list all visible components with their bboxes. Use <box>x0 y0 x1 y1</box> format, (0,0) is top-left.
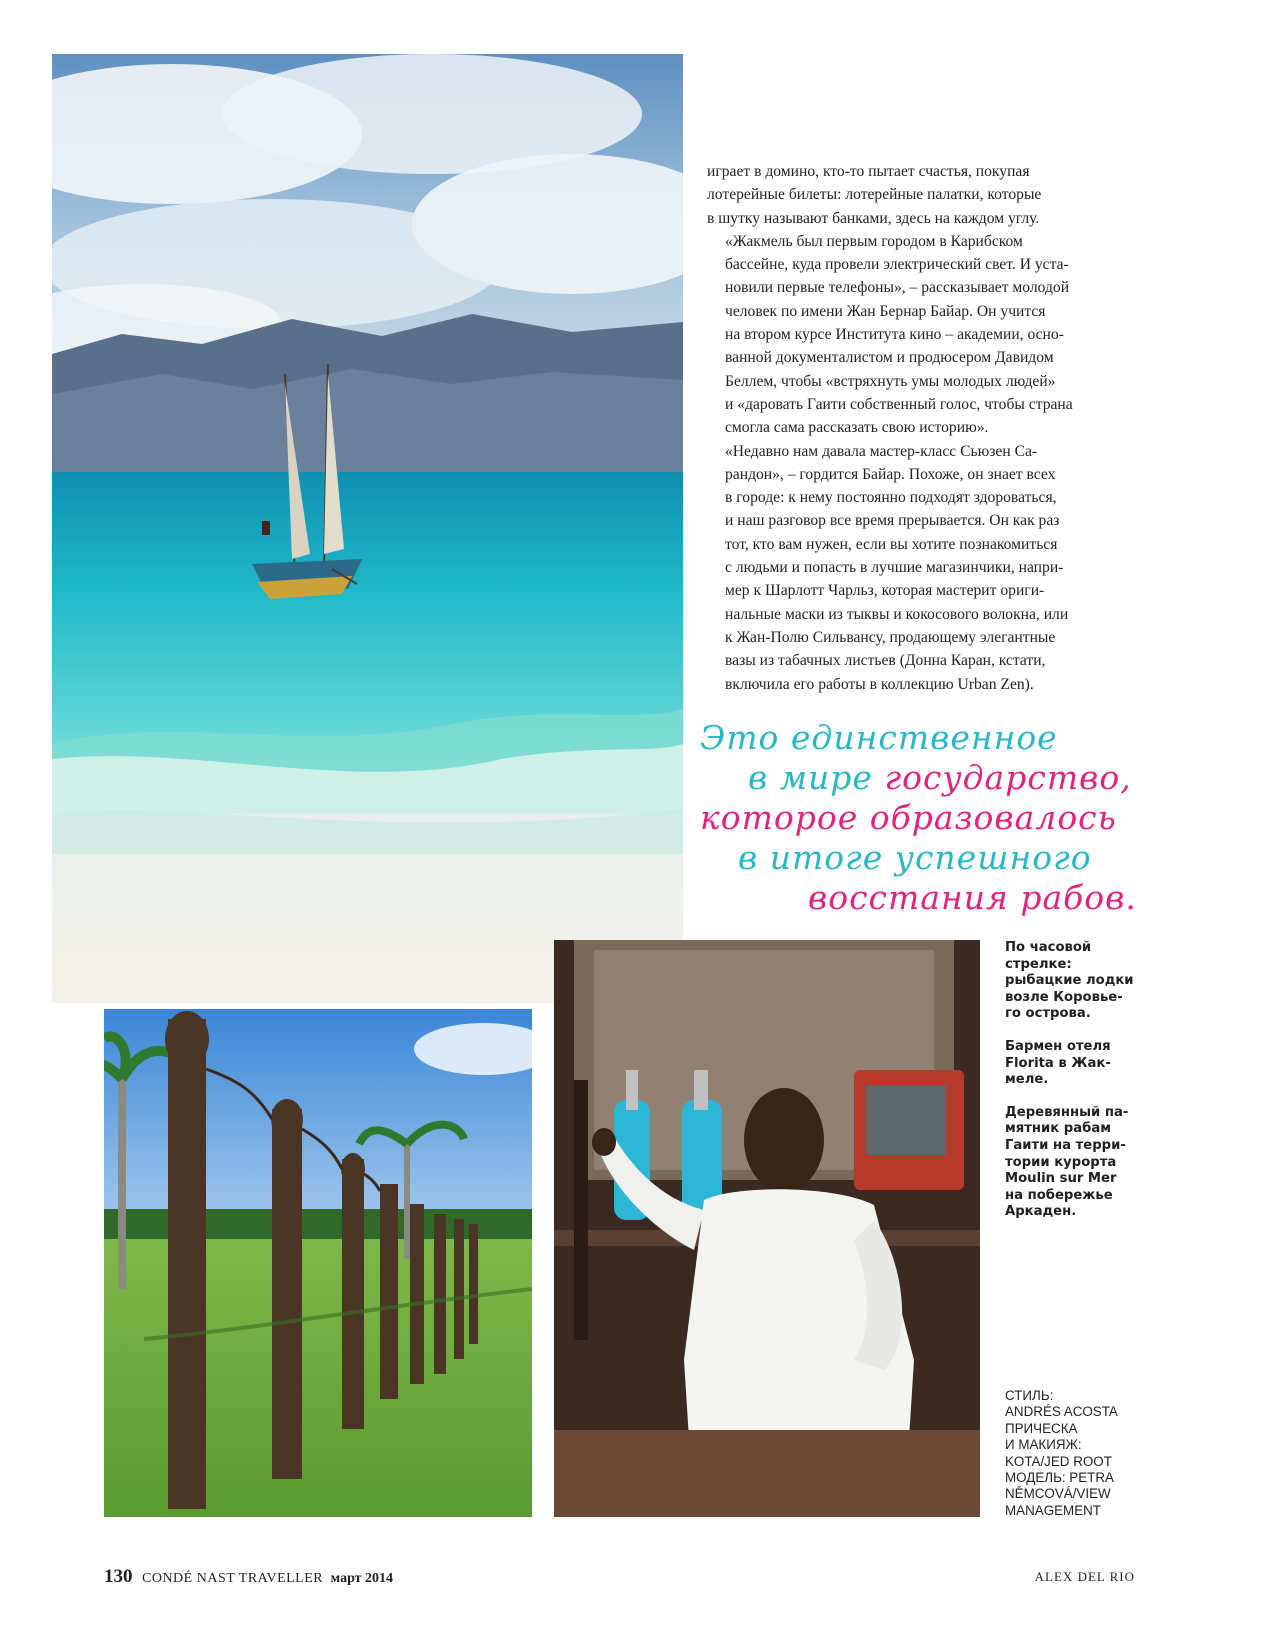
article-body <box>707 160 1134 696</box>
sailboat-photo <box>52 54 683 1003</box>
style-credits: СТИЛЬ: ANDRÉS ACOSTA ПРИЧЕСКА И МАКИЯЖ: KOTA/JED ROOT МОДЕЛЬ: PETRA NĚMCOVÁ/VIEW MANAGEMENT <box>1005 1388 1118 1518</box>
page-footer <box>104 1566 393 1588</box>
paragraph-3: «Недавно нам давала мастер-класс Сьюзен Са- рандон», – гордится Байар. Похоже, он знает всех в городе: к нему постоянно подходят здороваться, и наш разговор все время прерывается. Он как раз тот, кто вам нужен, если вы хотите познакомиться с людьми и попасть в лучшие магазинчики, напри- мер к Шарлотт Чарльз, которая мастерит ориги- нальные маски из тыквы и кокосового волокна, или к Жан-Полю Сильвансу, продающему элегантные вазы из табачных листьев (Донна Каран, кстати, включила его работы в коллекцию Urban Zen). <box>725 442 1069 693</box>
caption-3: Деревянный па- мятник рабам Гаити на терри- тории курорта Moulin sur Mer на побережье Аркаден. <box>1005 1104 1129 1220</box>
page-number: 130 <box>104 1566 133 1587</box>
paragraph-1: играет в домино, кто-то пытает счастья, покупая лотерейные билеты: лотерейные палатки, которые в шутку называют банками, здесь на каждом углу. <box>707 163 1042 227</box>
caption-1: По часовой стрелке: рыбацкие лодки возле Коровье- го острова. <box>1005 940 1134 1022</box>
photo-caption <box>1005 940 1135 1237</box>
issue-date: март 2014 <box>330 1571 394 1586</box>
magazine-name: CONDÉ NAST TRAVELLER <box>142 1571 324 1586</box>
bartender-photo <box>554 940 980 1517</box>
paragraph-2: «Жакмель был первым городом в Карибском бассейне, куда провели электрический свет. И уста- новили первые телефоны», – рассказывает молодой человек по имени Жан Бернар Байар. Он учится на втором курсе Института кино – академии, осно- ванной документалистом и продюсером Давидом Беллем, чтобы «встряхнуть умы молодых людей» и «даровать Гаити собственный голос, чтобы страна смогла сама рассказать свою историю». <box>725 232 1073 437</box>
caption-2: Бармен отеля Florita в Жак- меле. <box>1005 1038 1111 1088</box>
pull-quote: Это единственное в мире государство, которое образовалось в итоге успешного восстания рабов. <box>700 718 1137 917</box>
wooden-slave-monument-photo <box>104 1009 532 1517</box>
photo-credit: ALEX DEL RIO <box>1034 1569 1135 1584</box>
